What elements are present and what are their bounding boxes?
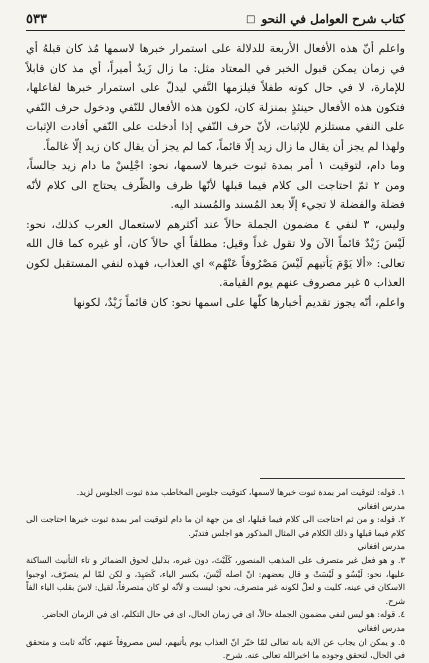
footnote-text: ٢. قوله: و من ثم احتاجت الى كلام فيما قبلها، اى من جهة ان ما دام لتوقيت امر بمدة ثبوت خبرها احتاجت الى كلام فيما قبلها و ذلك الكلام في المثال المذكور هو اجلس فتدبّر. <box>26 514 405 538</box>
paragraph: واعلم، أنّه يجوز تقديم أخبارها كلّها على اسمها نحو: كان قائماً زَيْدٌ، لكونها <box>73 295 405 309</box>
footnote-text: ٥. و يمكن ان يجاب عن الاية بانه تعالى لمّا خبّر انّ العذاب يوم يأتيهم، ليس مصروفاً عنهم، كأنّه ثابت و متحقق في الحال، لتحقق وجوده ما اخبرالله تعالى عنه. شرح. <box>26 636 405 661</box>
main-text <box>26 39 405 312</box>
footnote <box>26 513 405 554</box>
footnotes <box>26 486 405 663</box>
running-header <box>26 8 405 31</box>
header-separator: □ <box>246 13 256 25</box>
footnote-text: ٣. و هو فعل غير متصرف على المذهب المنصور، كَلَيْتَ، دون غيره، بدليل لحوق الضمائر و تاء التأنيث الساكنة عليها، نحو: لَيْسُو و لَيْسَتْ و قال بعضهم: انّ اصله لَيْسَ، بكسر الياء، كَصَيِدَ، و لكن لمّا لم يتصرّف، اوجبوا الاسكان في عينه، كليت و لعلّ لكونه غير متصرف، نحو: ليست و لأنّه لو كان متصرفاً، لقيل: لاسَ بقلب الياء الفاً شرح. <box>26 554 405 606</box>
paragraph: واعلم أنّ هذه الأفعال الأربعة للدلالة على استمرار خبرها لاسمها مُذ كان قبلهُ أي في زمان يمكن قبول الخبر في المعتاد مثل: ما زال زَيدٌ أميراً، أي مذ كان قابلاً للإمارة، لا في حال كونه طفلاً فيلزمها النَّفي ليدلّ على استمرار خبرها لفاعلها، فتكون هذه الأفعال حينئذٍ بمنزلة كان، لكون هذه الأفعال للنّفي ودخول حرف النّفي على النفي مستلزم للإثبات، لأنّ حرف النّفي إذا أدخلت على النّفي أفادت الإثبات ولهذا لم يجز أن يقال ما زال زيد إلّا قائماً، كما لم يجز أن يقال كان زيد إلّا غالماً. <box>26 42 405 153</box>
footnote-separator <box>260 478 405 479</box>
paragraph: وليس، ٣ لنفي ٤ مضمون الجملة حالاً عند أكثرهم لاستعمال العرب كذلك، نحو: لَيْسَ زَيْدٌ قائماً الآن ولا تقول غداً وقيل: مطلقاً أي حالاً كان، أو غيره كما قال الله تعالى: «ألا يَوْمَ يَأتيهم لَيْسَ مَصْرُوفاً عَنْهُم» اي العذاب، فهذه لنفي المستقبل لكون العذاب ٥ غير مصروف عنهم يوم القيامة. <box>26 217 405 289</box>
header-title: كتاب شرح العوامل في النحو <box>261 12 405 26</box>
footnote <box>26 486 405 513</box>
page-number: ٥٣٣ <box>26 11 47 27</box>
footnote-text: ١. قوله: لتوقيت امر بمدة ثبوت خبرها لاسمها، كتوقيت جلوس المخاطب مدة ثبوت الجلوس لزيد. <box>76 487 405 497</box>
footnote <box>26 636 405 663</box>
footnote <box>26 554 405 608</box>
footnote-text: ٤. قوله: هو ليس لنفي مضمون الجملة حالاً، اى في زمان الحال، اى في حال التكلم، اى في الزمان الحاضر. <box>41 609 405 620</box>
footnote-source: مدرس افغاني <box>357 500 405 511</box>
footnote-source: مدرس افغاني <box>357 541 405 552</box>
footnote <box>26 608 405 635</box>
footnote-source: مدرس افغاني <box>357 622 405 633</box>
paragraph: وما دام، لتوقيت ١ أمر بمدة ثبوت خبرها لاسمها، نحو: اجْلِسْ ما دام زيد جالساً، ومن ٢ ثمّ احتاجت الى كلام فيما قبلها لأنّها ظرف والظّرف يحتاج الى كلام لأنّه فضلة والفضلة لا تجيء إلّا بعد المُسند والمُسند اليه. <box>26 159 406 211</box>
